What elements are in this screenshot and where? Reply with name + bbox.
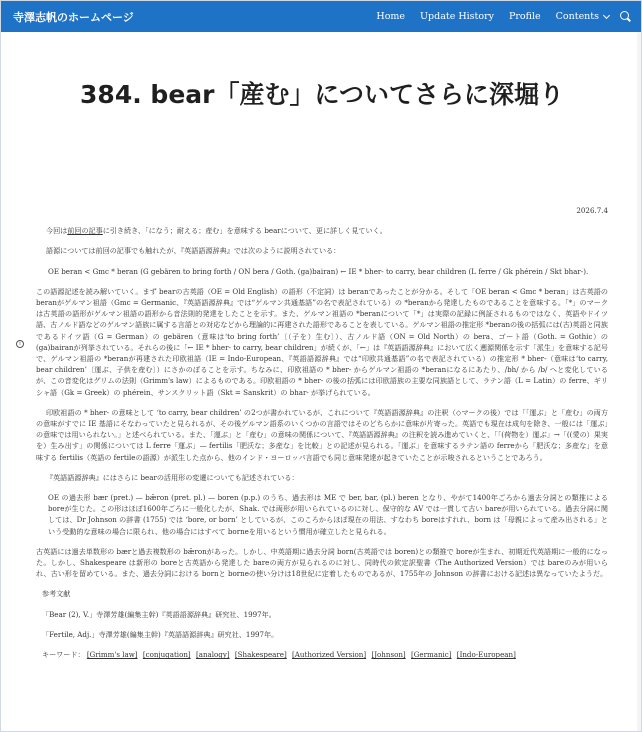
- page-title: 384. bear「産む」についてさらに深堀り: [80, 80, 564, 109]
- keyword-tag[interactable]: [Johnson]: [371, 650, 406, 660]
- chevron-down-icon: [603, 11, 610, 18]
- keyword-tag[interactable]: [conjugation]: [142, 650, 191, 660]
- conjugation-quote: OE の過去形 bær (pret.) — bǣron (pret. pl.) — boren (p.p.) のうち、過去形は ME で ber, bar, (pl.) beren となり、やがて1400年ごろから過去分詞との類推による boreが生じた。この形はほぼ1600年ごろに一般化したが、Shak. では両形が用いられているのに対し、保守的な AV では一貫して古い bareが用いられている。過去分詞に関しては、Dr Johnson の辞書 (1755) では ‘bore, or born’ としているが、このころからほぼ現在の用法、すなわち boreはすれれ、born は「母親によって産み出される」という受動的な意味の場合に限られ、他の場合にはすべて borneを用いるという慣用が確立したと見られる。: [48, 493, 608, 536]
- search-icon[interactable]: [620, 11, 631, 22]
- intro-paragraph: [36, 225, 608, 236]
- keywords-row: [42, 649, 608, 660]
- post-date: 2026.7.4: [576, 206, 608, 215]
- etymology-intro: 語源については前回の記事でも触れたが、『英語語源辞典』では次のように説明されている：: [46, 246, 341, 256]
- etymology-quote: OE beran < Gmc * beran (G gebären to bring forth / ON bera / Goth. (ga)bairan) ← IE * bher- to carry, bear children (L ferre / Gk phérein / Skt bhar-).: [48, 266, 589, 276]
- conjugation-analysis: 古英語には過去単数形の bærと過去複数形の bǣronがあった。しかし、中英語期に過去分詞 born(古英語では boren)との類推で boreが生まれ、初期近代英語期に一般的になった。しかし、Shakespeare は新形の boreと古英語から発達した bareの両方が見られるのに対し、同時代の欽定訳聖書（The Authorized Version）では bareのみが用いられ、古い形を留めている。また、過去分詞における bornと borneの使い分けは18世紀に定着したものであるが、1755年の Johnson の辞書における記述は異なっていたようだ。: [36, 546, 608, 579]
- reference-item: 「Fertile, Adj.」寺澤芳雄(編集主幹)『英語語源辞典』研究社、1997年。: [42, 629, 279, 639]
- etymology-analysis: この語源記述を読み解いていく。まず bearの古英語（OE = Old English）の語形（不定詞）は beranであったことが分かる。そして「OE beran < Gmc * beran」は古英語の beranがゲルマン祖語（Gmc = Germanic、『英語語源辞典』では“ゲルマン共通基語”の名で表記されている）の *beranから発達したものであることを意味する。「*」のマークは古英語の語形がゲルマン祖語の語形から音法則的発達をしたことを示す。また、ゲルマン祖語の *beranについて「*」は実際の記録に例証されるものではなく、英語やドイツ語、古ノルド語などのゲルマン語族に属する言語との対応などから理論的に再建された語形であることを表している。ゲルマン祖語の推定形 *beranの後の括弧には(古)英語と同族であるドイツ語（G = German）の gebären（意味は‘to bring forth’〔（子を）生む〕）、古ノルド語（ON = Old North）の bera、ゴート語（Goth. = Gothic）の (ga)bairanが列挙されている。それらの後に「← IE * bher- to carry, bear children」が続くが、「←」は『英語語源辞典』において広く遡源関係を示す「派生」を意味する記号で、ゲルマン祖語の *beranが再建された印欧祖語（IE = Indo-European、『英語語源辞典』では“印欧共通基語”の名で表記されている）の推定形 * bher-（意味は‘to carry, bear children’〔運ぶ、子供を産む〕）にさかのぼることを示す。ちなみに、印欧祖語の * bher- からゲルマン祖語の *beranになるにあたり、/bh/ から /b/ へと変化しているが、この音変化はグリムの法則（Grimm's law）によるものである。印欧祖語の * bher- の後の括弧には印欧語族の主要な同族語として、ラテン語（L = Latin）の ferre、ギリシャ語（Gk = Greek）の phérein、サンスクリット語（Skt = Sanskrit）の bhar- が挙げられている。: [36, 286, 608, 397]
- reference-item: 「Bear (2), V.」寺澤芳雄(編集主幹)『英語語源辞典』研究社、1997年。: [42, 609, 276, 619]
- keywords-label: キーワード：: [42, 650, 85, 660]
- intro-text-pre: 今回は: [46, 226, 68, 236]
- keyword-tag[interactable]: [Authorized Version]: [292, 650, 367, 660]
- conjugation-intro: 『英語語源辞典』にはさらに bearの活用形の変遷についても記述されている：: [46, 472, 299, 482]
- keyword-tag[interactable]: [analogy]: [195, 650, 230, 660]
- site-title[interactable]: 寺澤志帆のホームページ: [13, 10, 134, 24]
- scrollbar[interactable]: [637, 32, 641, 731]
- main-nav: [361, 11, 631, 22]
- intro-text-post: に引き続き、「になう；耐える；産む」を意味する bearについて、更に詳しく見ていく。: [102, 226, 387, 236]
- keyword-tag[interactable]: [Indo-European]: [456, 650, 516, 660]
- previous-article-link[interactable]: 前回の記事: [67, 226, 103, 236]
- keyword-tag[interactable]: [Shakespeare]: [234, 650, 287, 660]
- keyword-tag[interactable]: [Grimm's law]: [86, 650, 138, 660]
- nav-contents[interactable]: [556, 11, 609, 22]
- article-body: [36, 205, 608, 660]
- site-header: [1, 1, 641, 32]
- nav-profile[interactable]: Profile: [508, 11, 541, 22]
- info-icon[interactable]: i: [16, 340, 24, 348]
- keyword-tag[interactable]: [Germanic]: [410, 650, 452, 660]
- nav-update-history[interactable]: Update History: [420, 11, 494, 22]
- nav-contents-label: Contents: [555, 11, 599, 22]
- references-heading: 参考文献: [42, 589, 71, 599]
- nav-home[interactable]: Home: [376, 11, 406, 22]
- meaning-paragraph: 印欧祖語の * bher- の意味として ‘to carry, bear children’ の2つが書かれているが、これについて『英語語源辞典』の注釈（◇マークの後）では「「運ぶ」と「産む」の両方の意味がすでに IE 基語にそなわっていたと見られるが、その後ゲルマン語系のいくつかの言語ではそのどちらかに意味が片寄った。英語でも現在は成句を除き、一般には「運ぶ」の意味では用いられない。」と述べられている。また、「運ぶ」と「産む」の意味の関係について、『英語語源辞典』の注釈を読み進めていくと、「「(荷物を）運ぶ」→「((愛の）果実を）生み出す」の関係については L ferre「運ぶ」— fertilis「肥沃な；多産な」を比較」との記述が見られる。「運ぶ」を意味するラテン語の ferreから「肥沃な；多産な」を意味する fertilis（英語の fertileの語源）が派生した点から、他のインド・ヨーロッパ言語でも同じ意味発達が起きていたことが示唆されるということであろう。: [36, 407, 608, 462]
